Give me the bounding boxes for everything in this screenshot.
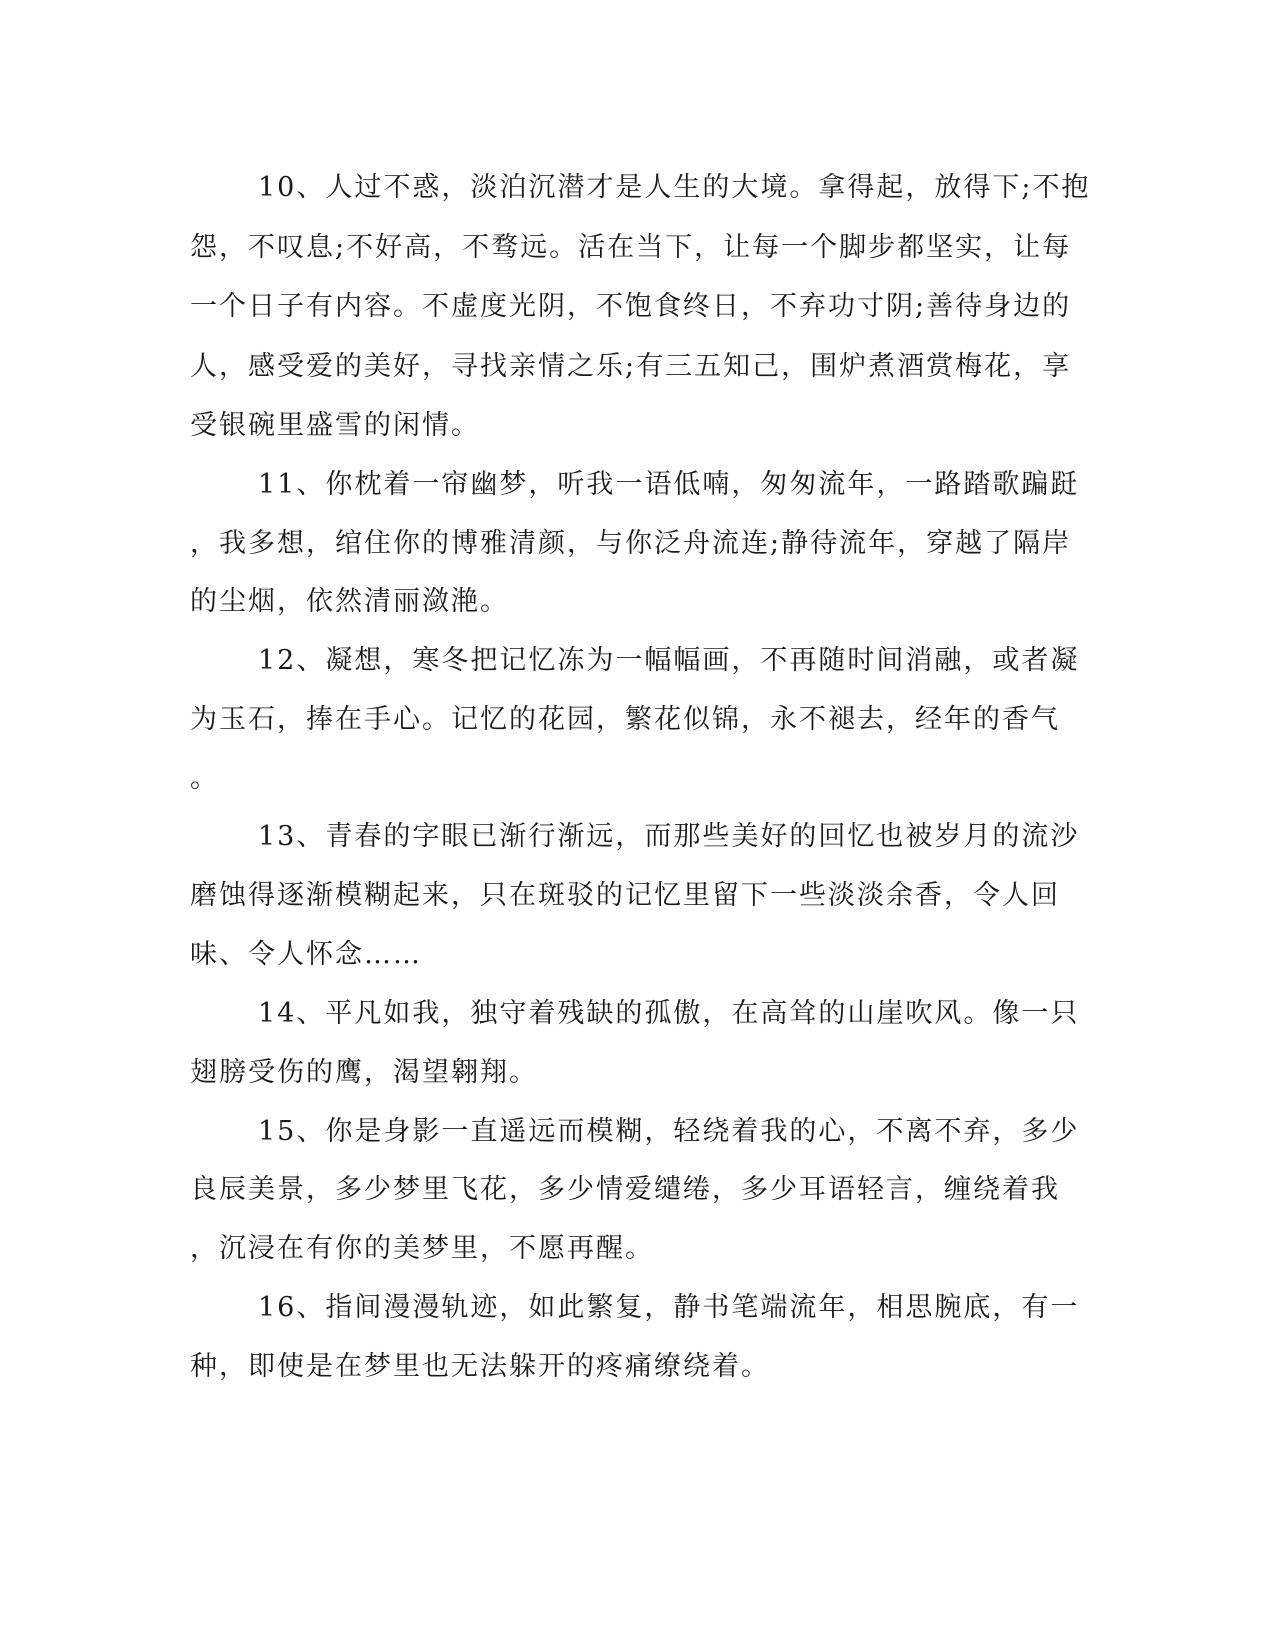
paragraph-15-line-1: 15、你是身影一直遥远而模糊，轻绕着我的心，不离不弃，多少: [258, 1116, 1080, 1147]
paragraph-12-line-3: 。: [190, 763, 219, 794]
paragraph-16-line-2: 种，即使是在梦里也无法躲开的疼痛缭绕着。: [190, 1351, 770, 1382]
paragraph-13-line-3: 味、令人怀念……: [190, 939, 422, 970]
paragraph-12-line-2: 为玉石，捧在手心。记忆的花园，繁花似锦，永不褪去，经年的香气: [190, 704, 1060, 735]
paragraph-11-line-3: 的尘烟，依然清丽潋滟。: [190, 586, 509, 617]
paragraph-10-line-2: 怨，不叹息;不好高，不骛远。活在当下，让每一个脚步都坚实，让每: [190, 232, 1072, 263]
paragraph-10-line-4: 人，感受爱的美好，寻找亲情之乐;有三五知己，围炉煮酒赏梅花，享: [190, 351, 1072, 382]
paragraph-12-line-1: 12、凝想，寒冬把记忆冻为一幅幅画，不再随时间消融，或者凝: [258, 645, 1080, 676]
paragraph-10-line-1: 10、人过不惑，淡泊沉潜才是人生的大境。拿得起，放得下;不抱: [258, 172, 1091, 203]
paragraph-13-line-2: 磨蚀得逐渐模糊起来，只在斑驳的记忆里留下一些淡淡余香，令人回: [190, 880, 1060, 911]
paragraph-16-line-1: 16、指间漫漫轨迹，如此繁复，静书笔端流年，相思腕底，有一: [258, 1292, 1080, 1323]
paragraph-11-line-2: ，我多想，绾住你的博雅清颜，与你泛舟流连;静待流年，穿越了隔岸: [190, 528, 1072, 559]
paragraph-14-line-1: 14、平凡如我，独守着残缺的孤傲，在高耸的山崖吹风。像一只: [258, 998, 1080, 1029]
paragraph-11-line-1: 11、你枕着一帘幽梦，听我一语低喃，匆匆流年，一路踏歌蹁跹: [258, 469, 1080, 500]
paragraph-15-line-3: ，沉浸在有你的美梦里，不愿再醒。: [190, 1233, 654, 1264]
paragraph-14-line-2: 翅膀受伤的鹰，渴望翱翔。: [190, 1057, 538, 1088]
paragraph-15-line-2: 良辰美景，多少梦里飞花，多少情爱缱绻，多少耳语轻言，缠绕着我: [190, 1174, 1060, 1205]
paragraph-13-line-1: 13、青春的字眼已渐行渐远，而那些美好的回忆也被岁月的流沙: [258, 821, 1080, 852]
paragraph-10-line-3: 一个日子有内容。不虚度光阴，不饱食终日，不弃功寸阴;善待身边的: [190, 291, 1072, 322]
paragraph-10-line-5: 受银碗里盛雪的闲情。: [190, 410, 480, 441]
